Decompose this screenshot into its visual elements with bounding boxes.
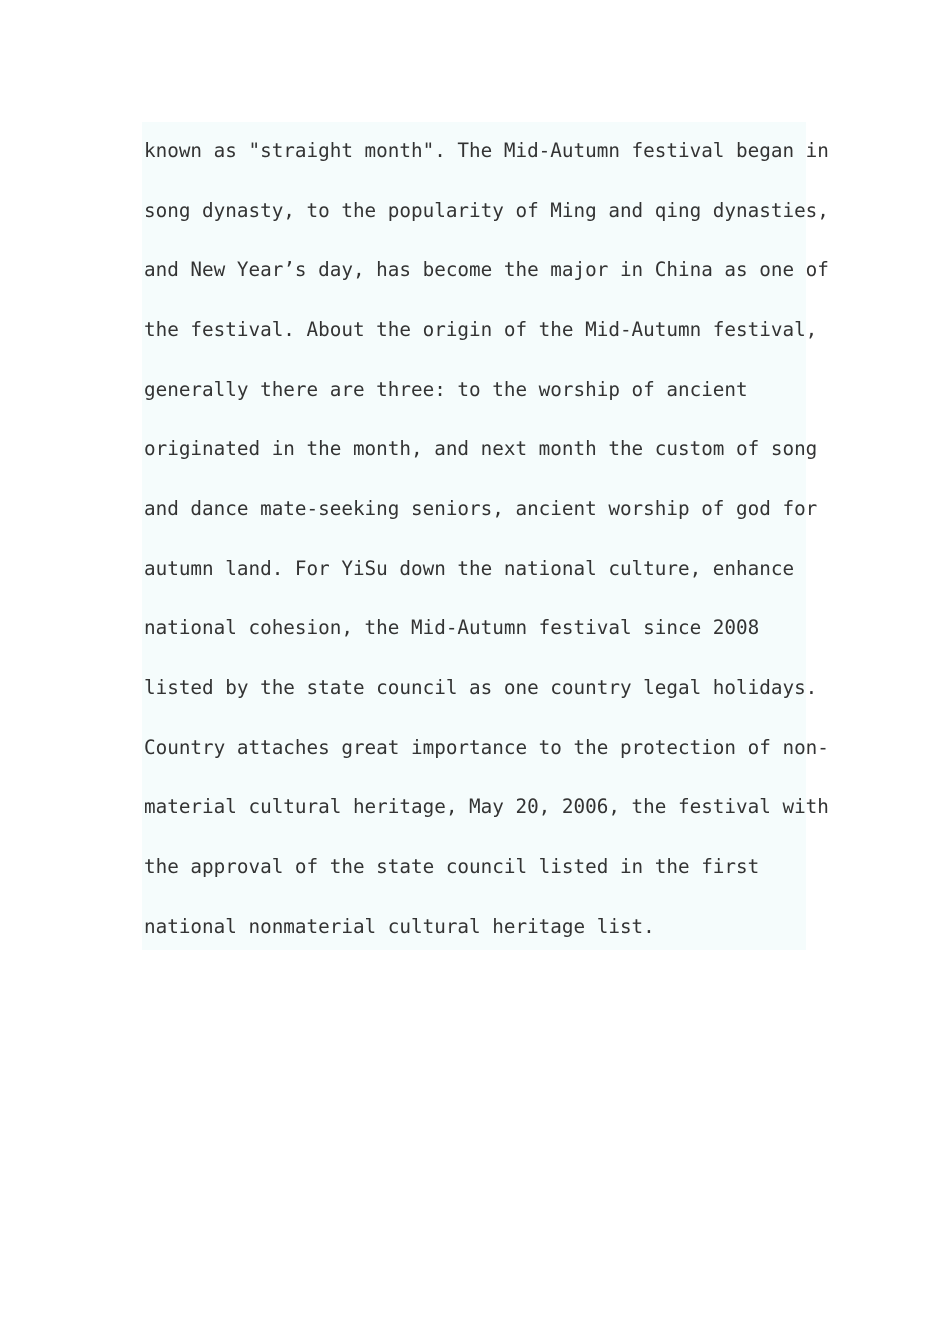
paragraph-line: the festival. About the origin of the Mid-Autumn festival, xyxy=(144,318,818,341)
paragraph-line: and dance mate-seeking seniors, ancient worship of god for xyxy=(144,497,818,520)
paragraph-line: Country attaches great importance to the protection of non- xyxy=(144,736,829,759)
highlighted-paragraph xyxy=(142,122,829,950)
paragraph-line: material cultural heritage, May 20, 2006, the festival with xyxy=(144,795,829,818)
paragraph-line: national nonmaterial cultural heritage list. xyxy=(144,915,655,938)
paragraph-line: originated in the month, and next month the custom of song xyxy=(144,437,818,460)
paragraph-line: known as "straight month". The Mid-Autumn festival began in xyxy=(144,139,829,162)
paragraph-line: the approval of the state council listed in the first xyxy=(144,855,760,878)
paragraph-line: and New Year’s day, has become the major in China as one of xyxy=(144,258,829,281)
paragraph-line: generally there are three: to the worship of ancient xyxy=(144,378,748,401)
paragraph-line: national cohesion, the Mid-Autumn festival since 2008 xyxy=(144,616,760,639)
paragraph-line: listed by the state council as one country legal holidays. xyxy=(144,676,818,699)
paragraph-line: autumn land. For YiSu down the national culture, enhance xyxy=(144,557,795,580)
paragraph-line: song dynasty, to the popularity of Ming and qing dynasties, xyxy=(144,199,829,222)
